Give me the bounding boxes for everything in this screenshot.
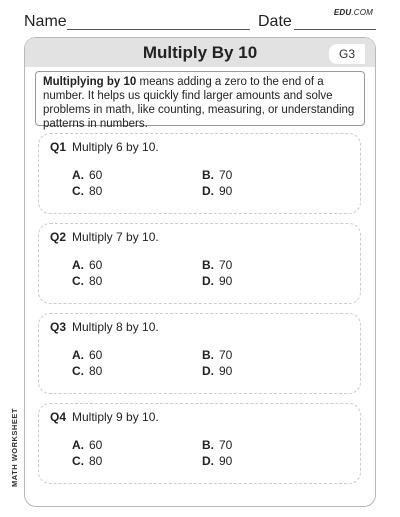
answer-option-a[interactable] [72,348,102,362]
question-text: Multiply 9 by 10. [72,410,159,424]
option-letter: A. [72,168,84,182]
option-value: 70 [219,258,233,272]
answer-option-d[interactable] [202,274,232,288]
option-value: 70 [219,438,233,452]
option-letter: A. [72,258,84,272]
answer-option-a[interactable] [72,168,102,182]
brand-logo [334,8,373,17]
option-letter: C. [72,274,84,288]
option-letter: A. [72,348,84,362]
answer-option-c[interactable] [72,364,102,378]
option-letter: C. [72,364,84,378]
brand-logo-main: EDU [333,8,352,17]
option-value: 60 [89,348,103,362]
question-number: Q2 [50,230,67,244]
answer-option-d[interactable] [202,184,232,198]
answer-option-b[interactable] [202,168,232,182]
option-letter: A. [72,438,84,452]
option-letter: B. [202,348,214,362]
option-value: 80 [89,184,103,198]
question-number: Q3 [50,320,67,334]
answer-option-a[interactable] [72,438,102,452]
question-text: Multiply 7 by 10. [72,230,159,244]
answer-option-c[interactable] [72,274,102,288]
side-label: MATH WORKSHEET [10,408,19,487]
option-value: 70 [219,348,233,362]
answer-option-b[interactable] [202,258,232,272]
name-label: Name [24,13,67,30]
worksheet-frame [24,37,376,507]
intro-term: Multiplying by 10 [43,76,137,88]
option-value: 90 [219,454,233,468]
date-label: Date [258,13,292,30]
title-bar [25,38,375,67]
option-value: 80 [89,454,103,468]
option-letter: D. [202,274,214,288]
grade-badge: G3 [329,44,365,64]
intro-text: means adding a zero to the end of a number. It helps us quickly find larger amounts and solve problems in math, like counting, measuring, or understanding patterns in numbers. [43,76,355,130]
option-letter: D. [202,184,214,198]
question-card-2 [38,223,361,304]
option-value: 90 [219,274,233,288]
answer-option-d[interactable] [202,364,232,378]
date-field-line[interactable] [294,29,376,30]
option-letter: D. [202,364,214,378]
option-letter: B. [202,438,214,452]
option-letter: D. [202,454,214,468]
answer-option-a[interactable] [72,258,102,272]
question-text: Multiply 6 by 10. [72,140,159,154]
answer-option-c[interactable] [72,184,102,198]
question-card-4 [38,403,361,484]
name-field-line[interactable] [67,29,250,30]
brand-logo-suffix: .COM [351,8,373,17]
option-value: 90 [219,364,233,378]
intro-box [35,71,365,130]
answer-option-c[interactable] [72,454,102,468]
worksheet-title: Multiply By 10 [142,43,258,62]
option-letter: B. [202,168,214,182]
answer-option-b[interactable] [202,348,232,362]
question-number: Q4 [50,410,67,424]
option-value: 70 [219,168,233,182]
option-value: 60 [89,258,103,272]
option-letter: C. [72,184,84,198]
option-value: 80 [89,274,103,288]
option-value: 90 [219,184,233,198]
option-letter: C. [72,454,84,468]
question-text: Multiply 8 by 10. [72,320,159,334]
option-value: 80 [89,364,103,378]
question-card-3 [38,313,361,394]
option-letter: B. [202,258,214,272]
question-card-1 [38,133,361,214]
option-value: 60 [89,438,103,452]
answer-option-b[interactable] [202,438,232,452]
option-value: 60 [89,168,103,182]
answer-option-d[interactable] [202,454,232,468]
question-number: Q1 [50,140,67,154]
